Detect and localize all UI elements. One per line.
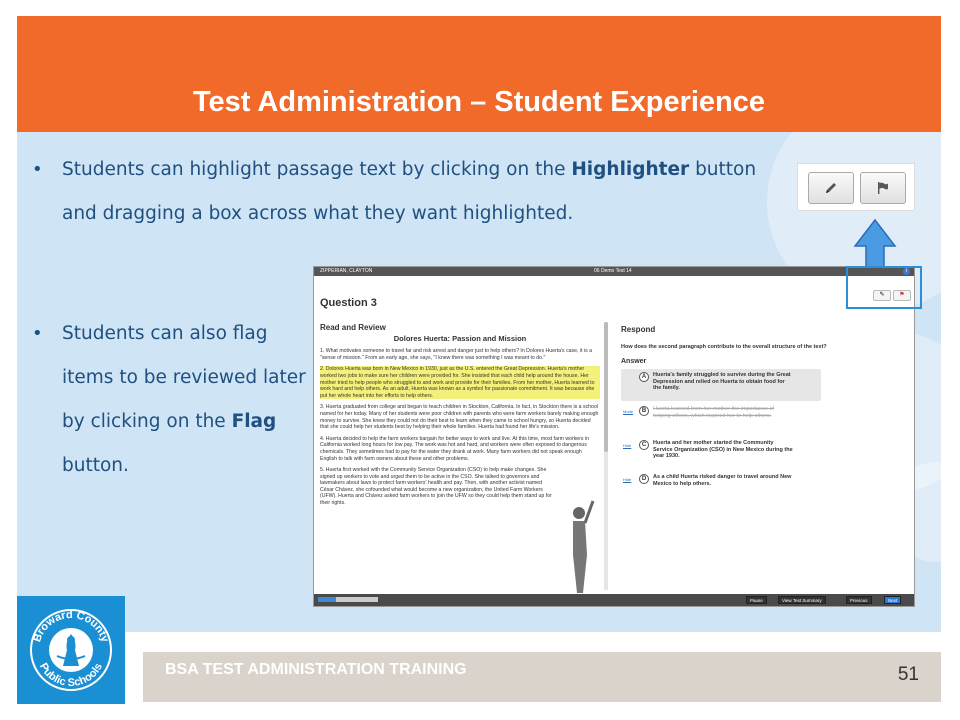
view-test-summary-button[interactable]: View Test Summary <box>778 596 826 604</box>
test-name: 06 Demo Test 14 <box>594 268 632 274</box>
svg-text:Public Schools: Public Schools <box>36 661 105 690</box>
flag-icon <box>876 181 890 195</box>
flag-icon: ⚑ <box>899 292 905 298</box>
next-button[interactable]: Next <box>884 596 901 604</box>
bullet-flag: • Students can also flag items to be reviewed later by clicking on the Flag button. <box>32 323 306 476</box>
pause-button[interactable]: Pause <box>746 596 767 604</box>
toolbar-zoom-callout <box>797 163 915 211</box>
toolbar-highlight-box <box>846 266 922 309</box>
zoom-slider[interactable] <box>318 597 378 602</box>
passage-title: Dolores Huerta: Passion and Mission <box>393 333 527 343</box>
person-illustration-icon <box>559 495 599 595</box>
pencil-icon: ✎ <box>879 292 885 298</box>
slide-footer <box>143 652 941 702</box>
bullet-highlighter: • Students can highlight passage text by clicking on the Highlighter button and dragging a box across what they want highlighted. <box>32 159 757 224</box>
strikethrough-toggle[interactable]: Hide <box>623 477 632 482</box>
previous-button[interactable]: Previous <box>846 596 872 604</box>
page-number: 51 <box>897 664 919 685</box>
read-review-label: Read and Review <box>320 323 386 332</box>
passage-paragraph-highlighted[interactable]: 2. Dolores Huerta was born in New Mexico in 1930, just as the U.S. entered the Great Depression. Huerta's mother worked two jobs to make sure her children were provided for. She insisted that each child help around the house. Her mother tried to help people who struggled to and work and provide for their families. From her mother, Huerta learned to work hard and help others. As an adult, Huerta was known as a symbol for passionate commitment. It was because she put her whole heart into her efforts to help others. <box>320 366 600 399</box>
strikethrough-toggle[interactable]: Hide <box>623 443 632 448</box>
answer-option-a[interactable]: A Huerta's family struggled to survive during the Great Depression and relied on Huerta to obtain food for the family. <box>621 369 911 399</box>
respond-label: Respond <box>621 325 656 334</box>
flag-keyword: Flag <box>231 411 277 432</box>
passage-pane <box>320 325 600 595</box>
pencil-icon <box>824 181 838 195</box>
test-screenshot <box>313 266 915 607</box>
test-top-bar <box>314 267 914 276</box>
student-name: ZIPPERIAN, CLAYTON <box>320 268 373 274</box>
svg-text:Broward County: Broward County <box>31 608 111 644</box>
footer-text: BSA TEST ADMINISTRATION TRAINING <box>165 661 467 678</box>
strikethrough-toggle[interactable]: Mode <box>623 409 634 414</box>
flag-button[interactable] <box>860 172 906 204</box>
slide-title: Test Administration – Student Experience <box>192 86 766 118</box>
question-text: How does the second paragraph contribute to the overall structure of the text? <box>621 344 827 350</box>
answer-option-d[interactable]: Hide D As a child Huerta risked danger to travel around New Mexico to help others. <box>623 474 792 487</box>
highlighter-keyword: Highlighter <box>571 159 690 180</box>
broward-county-logo <box>17 596 125 704</box>
answer-label: Answer <box>621 358 647 365</box>
question-title: Question 3 <box>320 297 377 309</box>
info-icon[interactable]: i <box>903 268 910 275</box>
passage-scrollbar[interactable] <box>604 322 608 590</box>
passage-paragraph[interactable]: 4. Huerta decided to help the farm workers bargain for better ways to work and live. At this time, most farm workers in California worked long hours for low pay. The work was hot and hard, and workers were often exposed to dangerous chemicals. They sometimes had to pay for the water they drank at work. Many farm workers did not speak enough English to talk with farm owners about these and other problems. <box>320 435 589 462</box>
response-pane <box>621 325 911 501</box>
answer-option-c[interactable]: Hide C Huerta and her mother started the Community Service Organization (CSO) in New Mexico during the year 1930. <box>623 440 793 459</box>
passage-paragraph[interactable]: 1. What motivates someone to travel far and risk arrest and danger just to help others? In Dolores Huerta's case, it is a "sense of mission." From an early age, she says, "I knew there was something I was meant to do." <box>320 348 593 361</box>
logo-seal-icon <box>17 596 125 704</box>
passage-paragraph[interactable]: 3. Huerta graduated from college and began to teach children in Stockton, California. In fact, in Stockton there is a school named for her today. Many of her students were poor children with parents who were farm workers barely making enough money to survive. She knew they could not do their best to learn when they came to school hungry, so Huerta decided that she could help her students best by helping their whole families. Huerta had found her life's mission. <box>320 404 599 431</box>
slide-header <box>17 16 941 132</box>
answer-option-b[interactable]: Mode B Huerta learned from her mother the importance of helping others, which inspired her to help others. <box>623 406 775 419</box>
highlighter-button[interactable] <box>808 172 854 204</box>
passage-paragraph[interactable]: 5. Huerta first worked with the Community Service Organization (CSO) to help make changes. She signed up workers to vote and urged them to be active in the CSO. She talked to governors and lawmakers about laws to protect farm workers' health and pay. Then, with another activist named César Chávez, she cofounded what would become a new organization, the United Farm Workers (UFW). Huerta and Chávez asked farm workers to join the UFW so they could help them stand up for their rights. <box>320 467 552 507</box>
test-bottom-bar <box>314 594 914 606</box>
